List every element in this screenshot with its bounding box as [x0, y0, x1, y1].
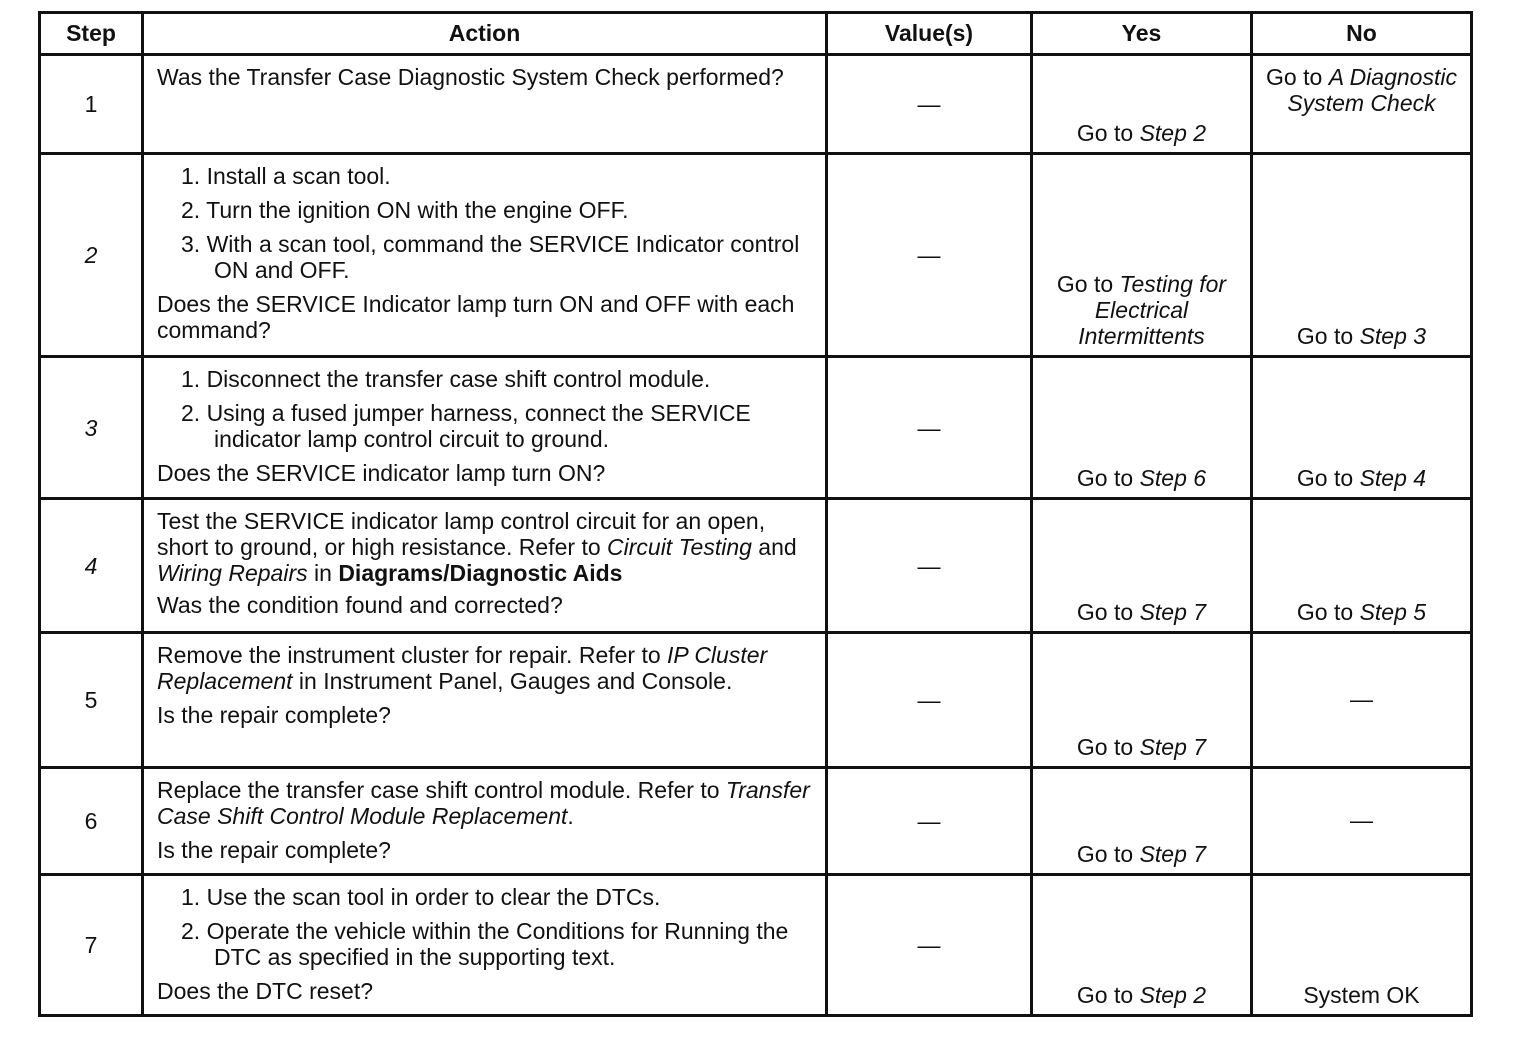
- action-cell: [143, 499, 827, 633]
- no-prefix: Go to: [1296, 599, 1360, 625]
- value-cell: —: [827, 875, 1032, 1016]
- yes-link[interactable]: Step 7: [1139, 734, 1207, 760]
- action-list-item: 2. Using a fused jumper harness, connect the SERVICE indicator lamp control circuit to ground.: [181, 400, 751, 452]
- step-number: 6: [40, 768, 143, 875]
- table-row: [40, 357, 1472, 499]
- yes-cell: [1032, 154, 1252, 357]
- yes-prefix: Go to: [1076, 120, 1140, 146]
- yes-link[interactable]: Step 2: [1139, 982, 1207, 1008]
- yes-cell: [1032, 357, 1252, 499]
- action-text-part: and: [751, 534, 797, 560]
- module-replacement-link[interactable]: Transfer Case Shift Control Module Replacement: [157, 777, 810, 829]
- step-number: 4: [40, 499, 143, 633]
- yes-prefix: Go to: [1076, 734, 1140, 760]
- no-cell: System OK: [1252, 875, 1472, 1016]
- step-number: 3: [40, 357, 143, 499]
- action-text-part: .: [567, 803, 574, 829]
- no-cell: [1252, 357, 1472, 499]
- action-cell: [143, 875, 827, 1016]
- action-list-item: 1. Use the scan tool in order to clear the DTCs.: [181, 884, 661, 910]
- action-cell: [143, 768, 827, 875]
- no-link[interactable]: Step 4: [1359, 465, 1427, 491]
- action-text: [157, 508, 815, 586]
- action-question: Does the SERVICE indicator lamp turn ON?: [157, 460, 606, 486]
- action-list-item: 3. With a scan tool, command the SERVICE Indicator control ON and OFF.: [181, 231, 800, 283]
- value-cell: —: [827, 357, 1032, 499]
- value-cell: —: [827, 55, 1032, 154]
- yes-prefix: Go to: [1076, 465, 1140, 491]
- yes-prefix: Go to: [1076, 841, 1140, 867]
- action-text-part: in: [307, 560, 339, 586]
- yes-cell: [1032, 499, 1252, 633]
- table-row: [40, 499, 1472, 633]
- action-question: Does the DTC reset?: [157, 978, 374, 1004]
- action-text-part: Test the SERVICE indicator lamp control circuit for an open, short to ground, or high resistance. Refer to: [157, 508, 766, 560]
- yes-prefix: Go to: [1076, 982, 1140, 1008]
- table-row: [40, 55, 1472, 154]
- step-number: 5: [40, 633, 143, 768]
- no-link[interactable]: Step 5: [1359, 599, 1427, 625]
- value-cell: —: [827, 154, 1032, 357]
- wiring-repairs-link[interactable]: Wiring Repairs: [157, 560, 308, 586]
- no-prefix: Go to: [1296, 465, 1360, 491]
- header-row: [40, 13, 1472, 55]
- table-row: [40, 768, 1472, 875]
- header-no: No: [1252, 13, 1472, 55]
- action-list-item: 2. Operate the vehicle within the Conditions for Running the DTC as specified in the supporting text.: [181, 918, 789, 970]
- action-cell: [143, 633, 827, 768]
- table-row: [40, 154, 1472, 357]
- action-text: Was the Transfer Case Diagnostic System Check performed?: [157, 64, 784, 90]
- circuit-testing-link[interactable]: Circuit Testing: [607, 534, 752, 560]
- yes-link[interactable]: Step 6: [1139, 465, 1207, 491]
- ip-cluster-replacement-link[interactable]: IP Cluster Replacement: [157, 642, 768, 694]
- action-list-item: 2. Turn the ignition ON with the engine OFF.: [181, 197, 629, 223]
- action-list-item: 1. Disconnect the transfer case shift control module.: [181, 366, 711, 392]
- yes-prefix: Go to: [1076, 599, 1140, 625]
- value-cell: —: [827, 499, 1032, 633]
- action-text-part: in Instrument Panel, Gauges and Console.: [292, 668, 733, 694]
- action-text: [157, 777, 815, 829]
- action-question: Is the repair complete?: [157, 837, 391, 863]
- yes-link[interactable]: Step 7: [1139, 841, 1207, 867]
- yes-cell: [1032, 768, 1252, 875]
- diagnostic-table: [38, 11, 1473, 1017]
- no-cell: [1252, 154, 1472, 357]
- yes-link[interactable]: Step 2: [1139, 120, 1207, 146]
- yes-prefix: Go to: [1056, 271, 1120, 297]
- header-values: Value(s): [827, 13, 1032, 55]
- no-cell: —: [1252, 633, 1472, 768]
- yes-link[interactable]: Step 7: [1139, 599, 1207, 625]
- no-cell: [1252, 55, 1472, 154]
- step-number: 2: [40, 154, 143, 357]
- no-prefix: Go to: [1296, 323, 1360, 349]
- action-cell: [143, 154, 827, 357]
- yes-cell: [1032, 633, 1252, 768]
- header-yes: Yes: [1032, 13, 1252, 55]
- table-row: [40, 633, 1472, 768]
- value-cell: —: [827, 633, 1032, 768]
- step-number: 7: [40, 875, 143, 1016]
- yes-cell: [1032, 875, 1252, 1016]
- no-cell: [1252, 499, 1472, 633]
- action-question: Is the repair complete?: [157, 702, 391, 728]
- header-action: Action: [143, 13, 827, 55]
- step-number: 1: [40, 55, 143, 154]
- action-text: [157, 642, 815, 694]
- action-text-part: Replace the transfer case shift control module. Refer to: [157, 777, 726, 803]
- action-cell: [143, 55, 827, 154]
- value-cell: —: [827, 768, 1032, 875]
- yes-cell: [1032, 55, 1252, 154]
- action-cell: [143, 357, 827, 499]
- action-question: Was the condition found and corrected?: [157, 592, 563, 618]
- no-cell: —: [1252, 768, 1472, 875]
- no-prefix: Go to: [1266, 64, 1329, 90]
- no-link[interactable]: Step 3: [1359, 323, 1427, 349]
- table-row: [40, 875, 1472, 1016]
- yes-link[interactable]: Testing for Electrical Intermittents: [1078, 271, 1227, 349]
- action-text-part: Remove the instrument cluster for repair. Refer to: [157, 642, 668, 668]
- no-link[interactable]: A Diagnostic System Check: [1287, 64, 1457, 116]
- header-step: Step: [40, 13, 143, 55]
- diagnostic-aids-link[interactable]: Diagrams/Diagnostic Aids: [338, 560, 623, 586]
- action-question: Does the SERVICE Indicator lamp turn ON and OFF with each command?: [157, 291, 795, 343]
- action-list-item: 1. Install a scan tool.: [181, 163, 391, 189]
